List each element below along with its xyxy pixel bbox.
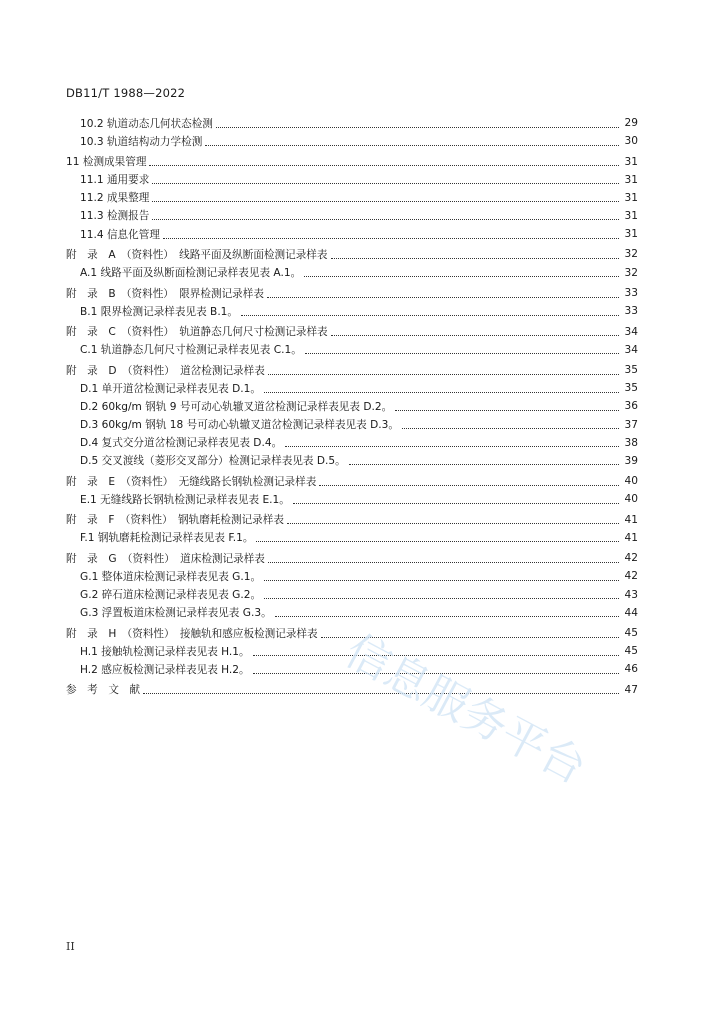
toc-entry[interactable] — [66, 132, 638, 150]
document-code: DB11/T 1988—2022 — [66, 86, 186, 100]
toc-entry-page: 35 — [624, 382, 638, 395]
toc-dot-leader — [152, 191, 619, 202]
toc-entry-label: 10.3 轨道结构动力学检测 — [80, 135, 203, 148]
toc-entry[interactable] — [66, 323, 638, 341]
toc-entry-page: 39 — [624, 454, 638, 467]
toc-dot-leader — [264, 588, 619, 599]
toc-entry[interactable] — [66, 604, 638, 622]
toc-entry[interactable] — [66, 472, 638, 490]
toc-dot-leader — [304, 266, 619, 277]
toc-dot-leader — [143, 683, 619, 694]
toc-entry-page: 32 — [624, 248, 638, 261]
toc-entry-page: 43 — [624, 588, 638, 601]
toc-entry-label: D.3 60kg/m 钢轨 18 号可动心轨辙叉道岔检测记录样表见表 D.3。 — [80, 419, 399, 431]
toc-entry-page: 32 — [624, 266, 638, 279]
table-of-contents — [66, 114, 638, 699]
toc-entry-page: 40 — [624, 475, 638, 488]
toc-entry-page: 33 — [624, 305, 638, 318]
toc-entry[interactable] — [66, 434, 638, 452]
toc-entry[interactable] — [66, 681, 638, 699]
toc-entry[interactable] — [66, 549, 638, 567]
toc-entry-label: G.3 浮置板道床检测记录样表见表 G.3。 — [80, 607, 272, 620]
toc-entry[interactable] — [66, 452, 638, 470]
toc-entry-page: 41 — [624, 513, 638, 526]
toc-dot-leader — [253, 663, 619, 674]
toc-entry-page: 47 — [624, 683, 638, 696]
toc-entry-page: 30 — [624, 135, 638, 148]
toc-entry-label: 11.3 检测报告 — [80, 210, 150, 223]
footer-page-number: II — [66, 940, 75, 953]
toc-entry[interactable] — [66, 114, 638, 132]
toc-entry-page: 45 — [624, 627, 638, 640]
toc-entry[interactable] — [66, 379, 638, 397]
toc-entry-page: 44 — [624, 606, 638, 619]
toc-entry-label: 附 录 H （资料性） 接触轨和感应板检测记录样表 — [66, 627, 318, 640]
toc-entry[interactable] — [66, 529, 638, 547]
toc-entry[interactable] — [66, 585, 638, 603]
toc-entry-label: 附 录 E （资料性） 无缝线路长钢轨检测记录样表 — [66, 475, 317, 488]
toc-entry-page: 31 — [624, 173, 638, 186]
toc-entry[interactable] — [66, 341, 638, 359]
toc-entry-page: 31 — [624, 228, 638, 240]
watermark-text: 信息服务平台 — [337, 625, 595, 795]
toc-dot-leader — [331, 325, 619, 336]
toc-entry-label: 11.2 成果整理 — [80, 192, 150, 205]
toc-entry-page: 31 — [624, 209, 638, 222]
toc-dot-leader — [319, 475, 619, 486]
toc-entry[interactable] — [66, 264, 638, 282]
toc-entry[interactable] — [66, 567, 638, 585]
toc-dot-leader — [149, 155, 619, 166]
toc-entry-label: H.1 接触轨检测记录样表见表 H.1。 — [80, 645, 250, 658]
toc-entry-label: 附 录 B （资料性） 限界检测记录样表 — [66, 287, 264, 300]
toc-dot-leader — [287, 513, 619, 524]
toc-entry-label: B.1 限界检测记录样表见表 B.1。 — [80, 305, 239, 318]
toc-entry-label: 附 录 D （资料性） 道岔检测记录样表 — [66, 364, 265, 377]
toc-entry-page: 42 — [624, 570, 638, 583]
toc-entry-label: H.2 感应板检测记录样表见表 H.2。 — [80, 663, 250, 676]
toc-dot-leader — [268, 552, 619, 563]
toc-dot-leader — [264, 382, 619, 393]
toc-dot-leader — [285, 436, 619, 447]
toc-entry-label: 附 录 F （资料性） 钢轨磨耗检测记录样表 — [66, 514, 284, 527]
toc-entry-page: 45 — [624, 645, 638, 658]
toc-dot-leader — [275, 606, 619, 617]
toc-entry-label: D.5 交叉渡线（菱形交叉部分）检测记录样表见表 D.5。 — [80, 455, 346, 468]
toc-dot-leader — [267, 287, 619, 298]
toc-dot-leader — [216, 117, 619, 128]
toc-entry[interactable] — [66, 189, 638, 207]
toc-entry-page: 34 — [624, 343, 638, 356]
toc-dot-leader — [402, 418, 619, 429]
toc-entry-label: 参 考 文 献 — [66, 684, 141, 697]
toc-entry-page: 40 — [624, 493, 638, 506]
toc-entry[interactable] — [66, 490, 638, 508]
toc-dot-leader — [152, 173, 619, 184]
toc-entry[interactable] — [66, 245, 638, 263]
toc-dot-leader — [268, 364, 619, 375]
toc-entry-label: 附 录 A （资料性） 线路平面及纵断面检测记录样表 — [66, 248, 328, 261]
toc-entry-page: 37 — [624, 418, 638, 431]
toc-entry-label: C.1 轨道静态几何尺寸检测记录样表见表 C.1。 — [80, 344, 302, 357]
toc-entry[interactable] — [66, 225, 638, 243]
toc-entry[interactable] — [66, 207, 638, 225]
toc-dot-leader — [264, 570, 619, 581]
toc-entry-page: 34 — [624, 325, 638, 338]
toc-dot-leader — [331, 248, 620, 259]
toc-dot-leader — [152, 209, 619, 220]
toc-entry[interactable] — [66, 284, 638, 302]
toc-entry[interactable] — [66, 624, 638, 642]
toc-entry-label: 附 录 G （资料性） 道床检测记录样表 — [66, 552, 265, 565]
toc-dot-leader — [253, 645, 619, 656]
toc-entry[interactable] — [66, 302, 638, 320]
toc-entry-label: 11 检测成果管理 — [66, 156, 147, 169]
toc-entry-label: 11.4 信息化管理 — [80, 228, 160, 241]
toc-entry[interactable] — [66, 660, 638, 678]
toc-dot-leader — [321, 627, 619, 638]
toc-entry-page: 33 — [624, 287, 638, 300]
toc-dot-leader — [241, 305, 619, 316]
toc-entry[interactable] — [66, 642, 638, 660]
toc-entry-page: 38 — [624, 436, 638, 449]
toc-entry[interactable] — [66, 153, 638, 171]
toc-dot-leader — [163, 228, 619, 239]
toc-entry-label: D.2 60kg/m 钢轨 9 号可动心轨辙叉道岔检测记录样表见表 D.2。 — [80, 400, 393, 413]
toc-entry-page: 31 — [624, 191, 638, 204]
toc-entry-page: 29 — [624, 117, 638, 130]
toc-entry-label: G.1 整体道床检测记录样表见表 G.1。 — [80, 570, 262, 583]
toc-entry[interactable] — [66, 397, 638, 415]
toc-entry-page: 46 — [624, 663, 638, 676]
toc-dot-leader — [205, 135, 619, 146]
toc-dot-leader — [256, 531, 619, 542]
toc-entry-page: 35 — [624, 364, 638, 377]
toc-entry-label: D.1 单开道岔检测记录样表见表 D.1。 — [80, 382, 261, 395]
toc-entry-page: 41 — [624, 531, 638, 544]
toc-entry-label: 附 录 C （资料性） 轨道静态几何尺寸检测记录样表 — [66, 326, 328, 339]
toc-dot-leader — [305, 343, 619, 354]
toc-entry-page: 31 — [624, 155, 638, 168]
toc-entry[interactable] — [66, 361, 638, 379]
toc-entry-label: 11.1 通用要求 — [80, 174, 150, 187]
toc-entry[interactable] — [66, 511, 638, 529]
toc-entry-label: 10.2 轨道动态几何状态检测 — [80, 117, 213, 130]
toc-entry-label: E.1 无缝线路长钢轨检测记录样表见表 E.1。 — [80, 493, 290, 506]
toc-entry-page: 36 — [624, 400, 638, 413]
toc-entry[interactable] — [66, 415, 638, 433]
toc-dot-leader — [395, 400, 619, 411]
toc-entry[interactable] — [66, 171, 638, 189]
toc-entry-page: 42 — [624, 552, 638, 565]
toc-dot-leader — [293, 493, 619, 504]
toc-entry-label: D.4 复式交分道岔检测记录样表见表 D.4。 — [80, 437, 283, 450]
toc-entry-label: F.1 钢轨磨耗检测记录样表见表 F.1。 — [80, 532, 254, 545]
toc-entry-label: G.2 碎石道床检测记录样表见表 G.2。 — [80, 589, 262, 602]
toc-entry-label: A.1 线路平面及纵断面检测记录样表见表 A.1。 — [80, 267, 302, 280]
toc-dot-leader — [349, 454, 619, 465]
